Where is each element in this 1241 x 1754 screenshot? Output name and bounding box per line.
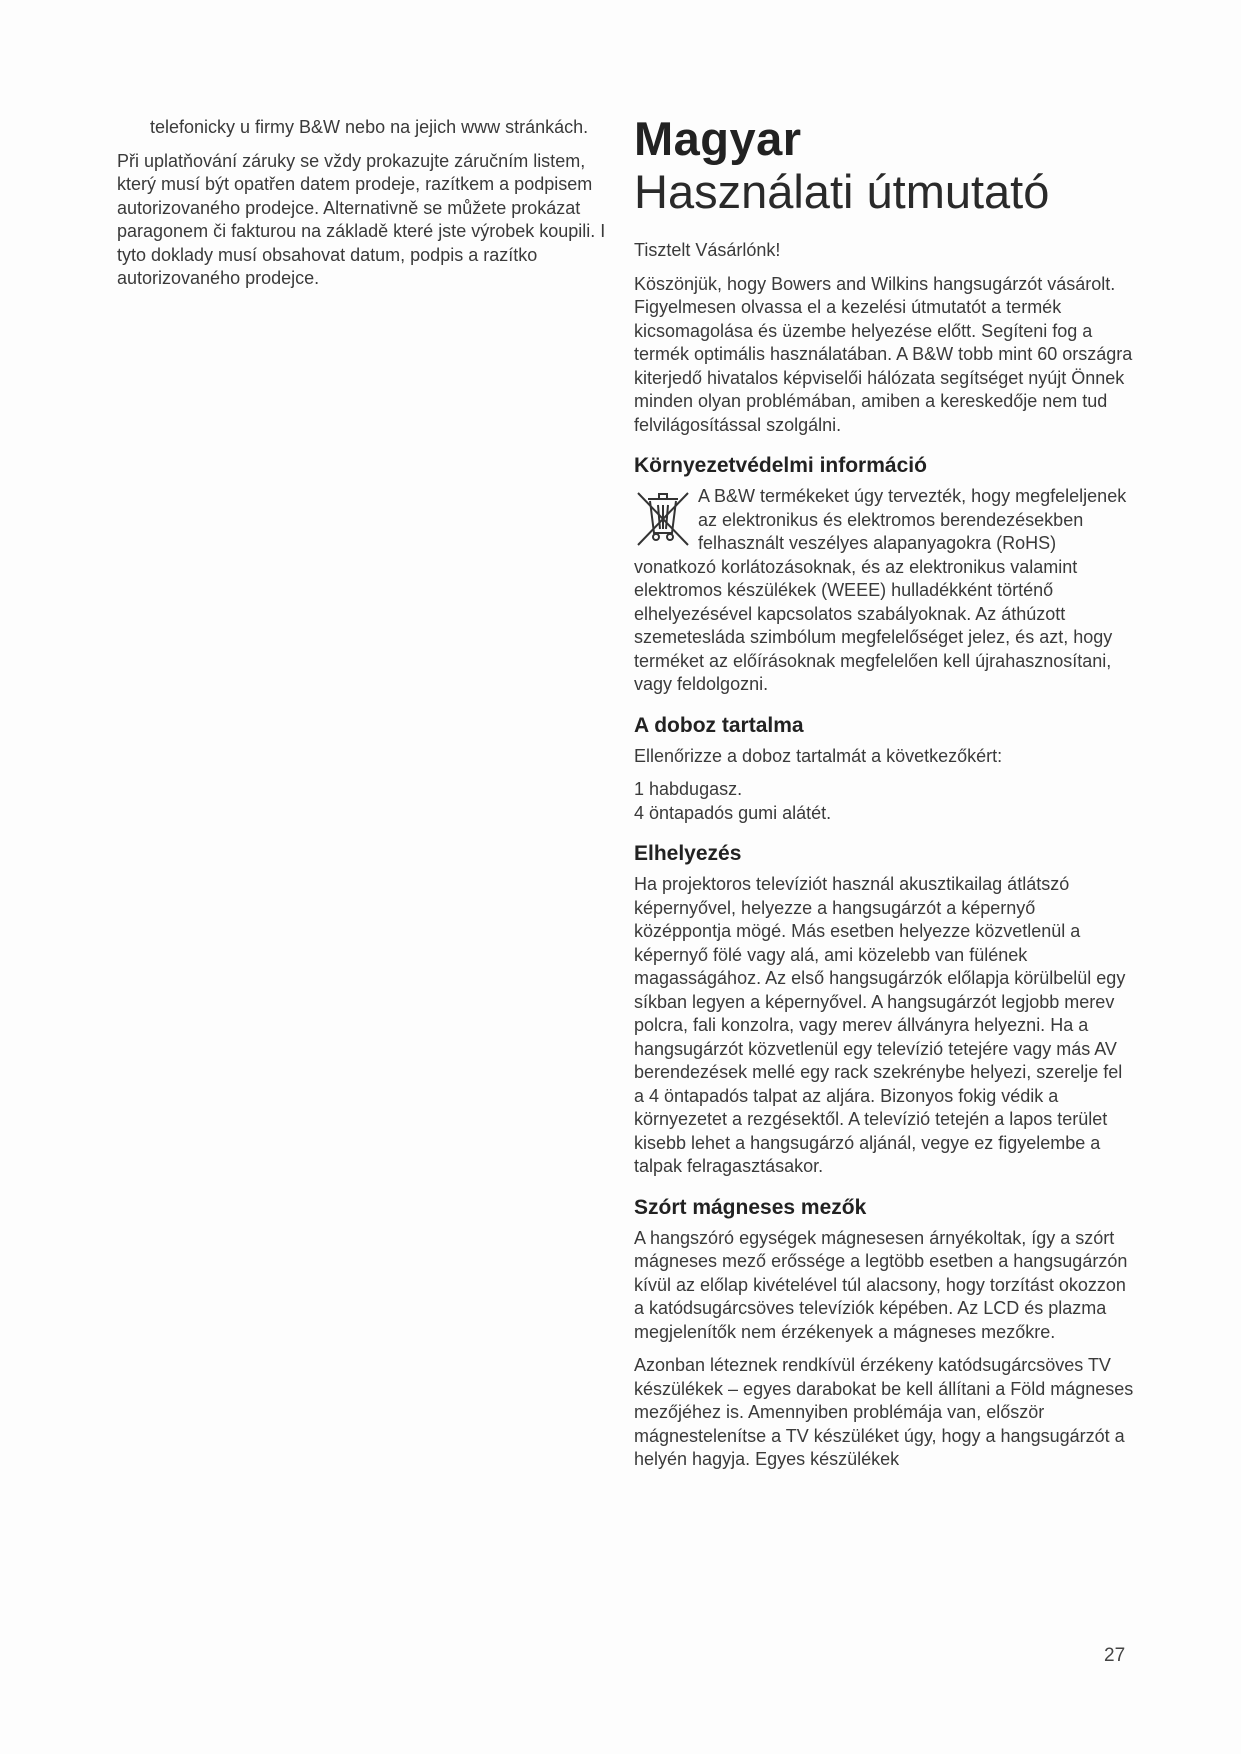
magnetic-paragraph-1: A hangszóró egységek mágnesesen árnyékoltak, így a szórt mágneses mező erőssége a legtöbb esetben a hangsugárzón kívül az előlap kivételével túl alacsony, hogy torzítást okozzon a katódsugárcsöves televíziók képében. Az LCD és plazma megjelenítők nem érzékenyek a mágneses mezőkre. (634, 1227, 1128, 1342)
right-column (634, 113, 1134, 1482)
list-item: 1 habdugasz. (634, 779, 743, 799)
crossed-out-bin-icon (634, 487, 692, 549)
box-items-list (634, 778, 1134, 825)
intro-paragraph: Köszönjük, hogy Bowers and Wilkins hangsugárzót vásárolt. Figyelmesen olvassa el a kezelési útmutatót a termék kicsomagolása és üzembe helyezése előtt. Segíteni fog a termék optimális használatában. A B&W tobb mint 60 országra kiterjedő hivatalos képviselői hálózata segítséget nyújt Önnek minden olyan problémában, amiben a kereskedője nem tud felvilágosítással szolgálni. (634, 273, 1133, 435)
left-paragraph-1: telefonicky u firmy B&W nebo na jejich www stránkách. (150, 117, 589, 137)
box-intro: Ellenőrizze a doboz tartalmát a következőkért: (634, 745, 1003, 766)
magnetic-heading: Szórt mágneses mezők (634, 1195, 867, 1219)
env-paragraph: A B&W termékeket úgy tervezték, hogy megfeleljenek az elektronikus és elektromos berendezésekben felhasznált veszélyes alapanyagokra (RoHS) vonatkozó korlátozásoknak, és az elektronikus valamint elektromos készülékek (WEEE) hulladékként történő elhelyezésével kapcsolatos szabályoknak. Az áthúzott szemetesláda szimbólum megfelelőséget jelez, és azt, hogy terméket az előírásoknak megfelelően kell újrahasznosítani, vagy feldolgozni. (634, 486, 1127, 694)
manual-title: Használati útmutató (634, 165, 1050, 218)
placement-paragraph: Ha projektoros televíziót használ akusztikailag átlátszó képernyővel, helyezze a hangsugárzót a képernyő középpontja mögé. Más esetben helyezze közvetlenül a képernyő fölé vagy alá, ami közelebb van fülének magasságához. Az első hangsugárzók előlapja körülbelül egy síkban legyen a képernyővel. A hangsugárzót legjobb merev polcra, fali konzolra, vagy merev állványra helyezni. Ha a hangsugárzót közvetlenül egy televízió tetejére vagy más AV berendezések mellé egy rack szekrénybe helyezi, szerelje fel a 4 öntapadós talpat az aljára. Bizonyos fokig védik a környezetet a rezgésektől. A televízió tetején a lapos terület kisebb lehet a hangsugárzó aljánál, vegye ez figyelembe a talpak felragasztásakor. (634, 874, 1126, 1176)
greeting: Tisztelt Vásárlónk! (634, 240, 781, 260)
left-column (117, 116, 607, 301)
page-number: 27 (1104, 1645, 1126, 1666)
env-section (634, 485, 1134, 697)
language-title: Magyar (634, 112, 802, 165)
box-heading: A doboz tartalma (634, 713, 804, 737)
left-paragraph-2: Při uplatňování záruky se vždy prokazujte záručním listem, který musí být opatřen datem prodeje, razítkem a podpisem autorizovaného prodejce. Alternativně se můžete prokázat paragonem či fakturou na základě které jste výrobek koupili. I tyto doklady musí obsahovat datum, podpis a razítko autorizovaného prodejce. (117, 150, 606, 288)
magnetic-paragraph-2: Azonban léteznek rendkívül érzékeny katódsugárcsöves TV készülékek – egyes darabokat be kell állítani a Föld mágneses mezőjéhez is. Amennyiben problémája van, először mágnestelenítse a TV készüléket úgy, hogy a hangsugárzót a helyén hagyja. Egyes készülékek (634, 1355, 1134, 1469)
list-item: 4 öntapadós gumi alátét. (634, 802, 832, 823)
env-heading: Környezetvédelmi információ (634, 454, 927, 477)
placement-heading: Elhelyezés (634, 842, 742, 865)
